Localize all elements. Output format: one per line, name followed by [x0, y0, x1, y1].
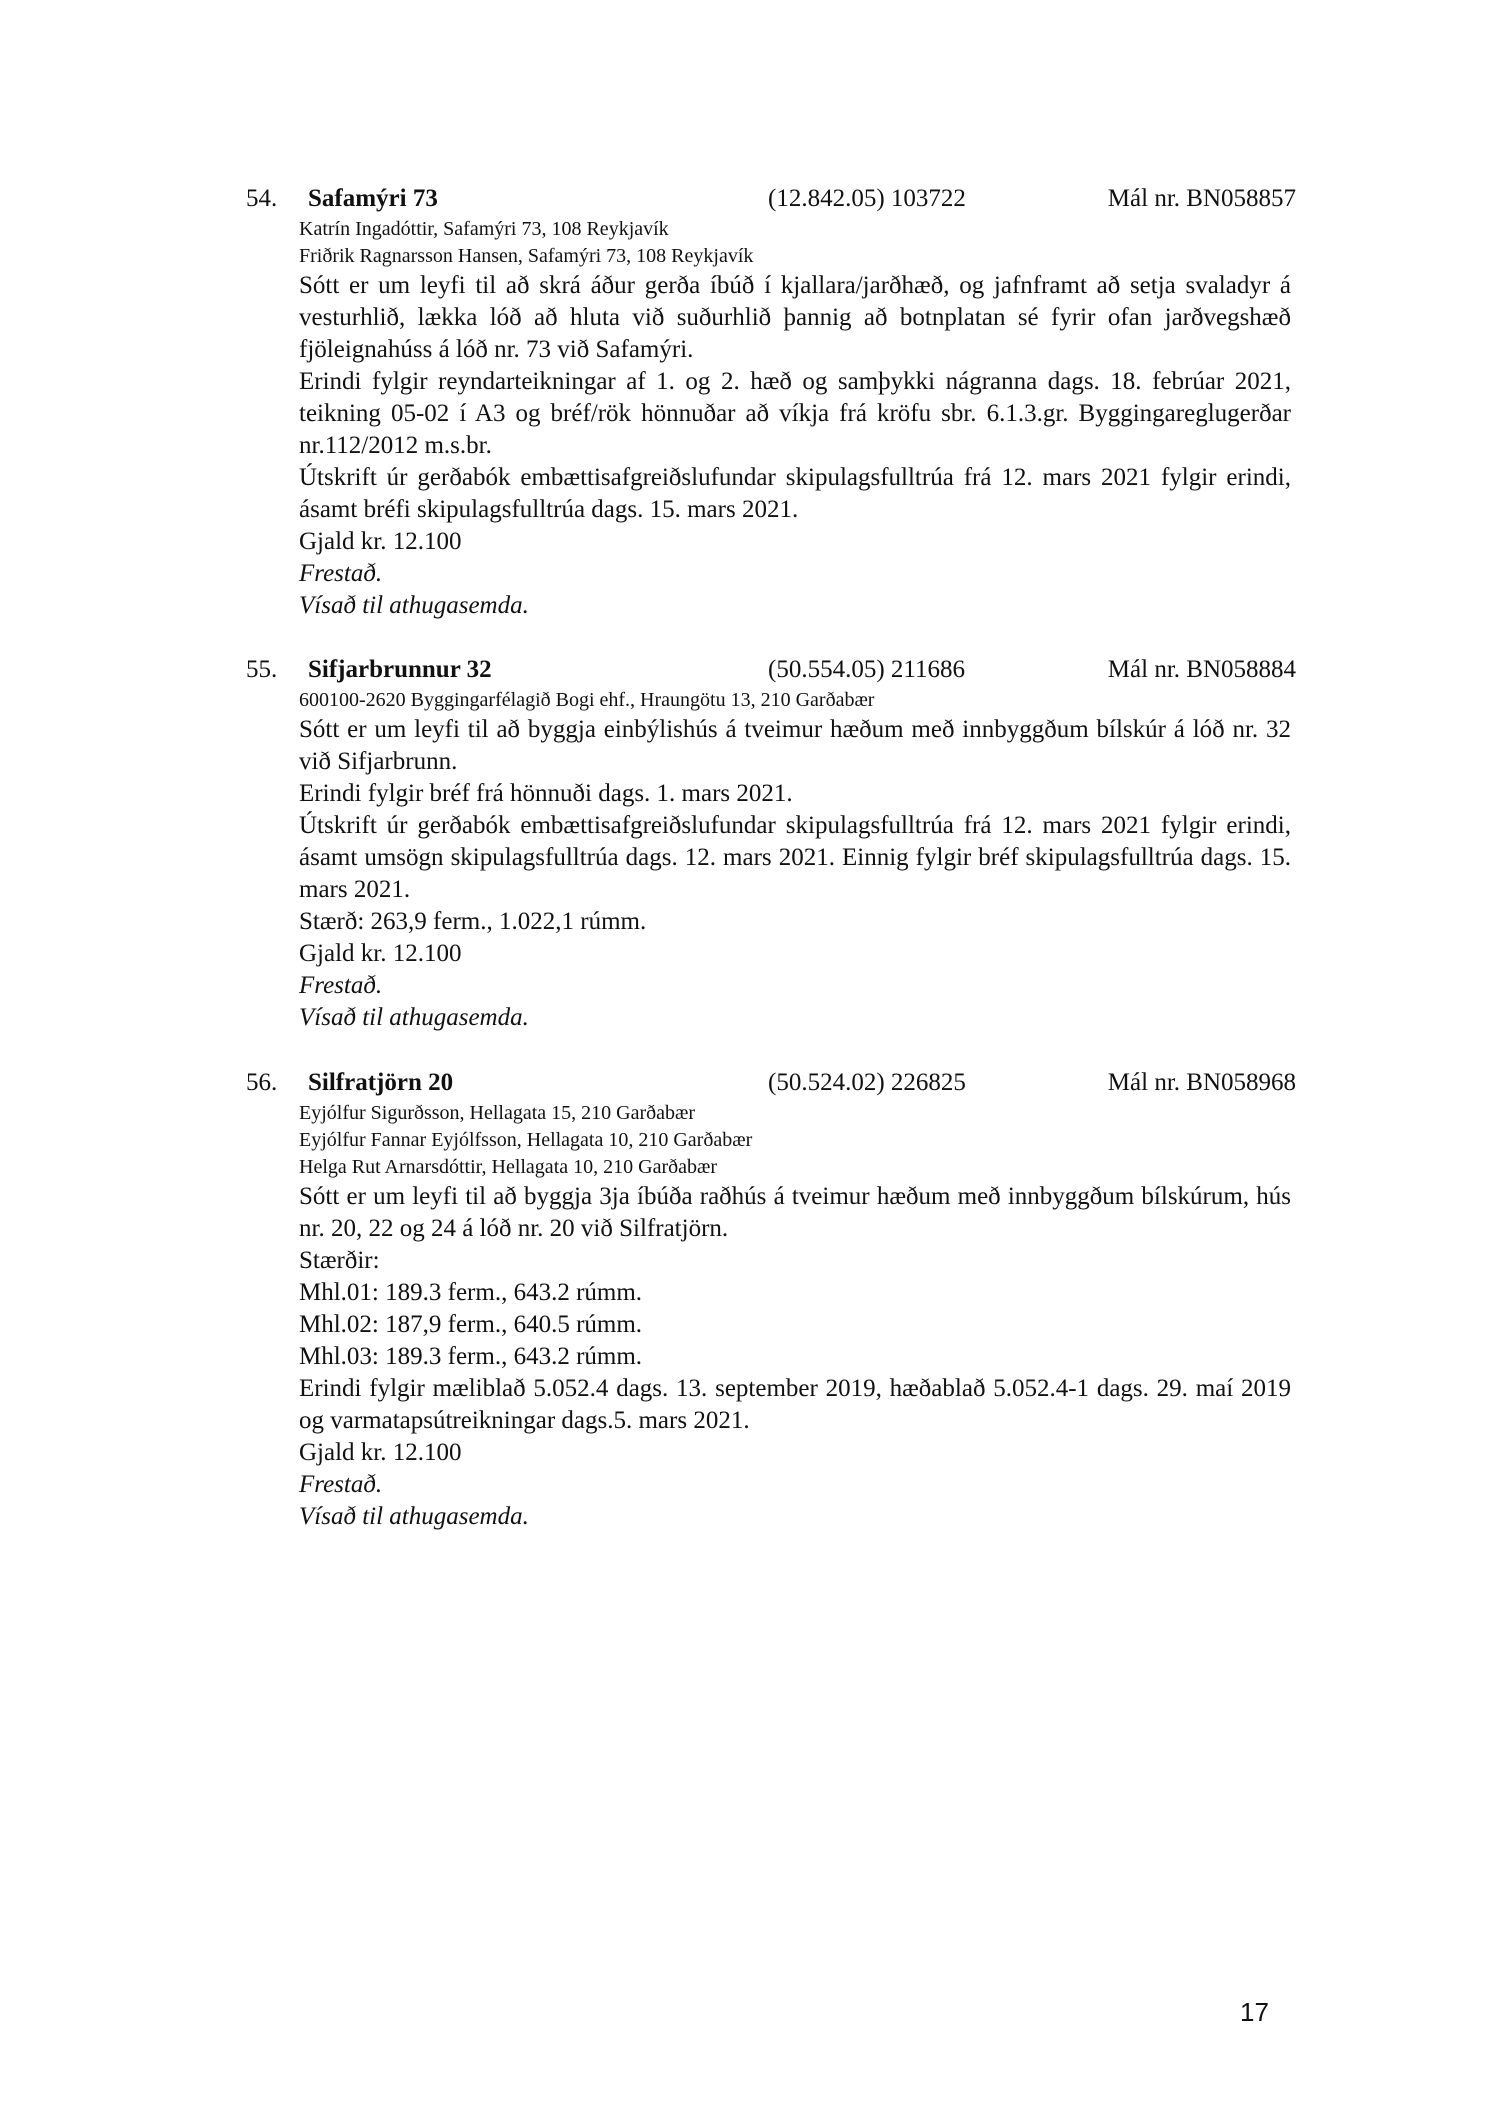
entry-55: [246, 653, 1296, 1034]
status-referred: Vísað til athugasemda.: [299, 592, 529, 619]
entry-number: 54.: [246, 185, 278, 212]
entry-body: [299, 1100, 1291, 1533]
entry-56: [246, 1066, 1296, 1533]
entry-header: [246, 182, 1296, 216]
entry-number: 56.: [246, 1069, 278, 1096]
entry-case-number: Mál nr. BN058968: [1107, 1069, 1296, 1096]
applicant: Katrín Ingadóttir, Safamýri 73, 108 Reykjavík: [299, 218, 669, 240]
sizes-heading: Stærðir:: [299, 1247, 380, 1274]
entry-land-code: (12.842.05) 103722: [768, 185, 966, 212]
description-paragraph: Erindi fylgir mæliblað 5.052.4 dags. 13. september 2019, hæðablað 5.052.4-1 dags. 29. maí 2019 og varmatapsútreikningar dags.5. mars 2021.: [299, 1375, 1291, 1434]
size-line: Mhl.02: 187,9 ferm., 640.5 rúmm.: [299, 1311, 643, 1338]
size-line: Mhl.03: 189.3 ferm., 643.2 rúmm.: [299, 1343, 643, 1370]
description-paragraph: Sótt er um leyfi til að byggja 3ja íbúða raðhús á tveimur hæðum með innbyggðum bílskúrum, hús nr. 20, 22 og 24 á lóð nr. 20 við Silfratjörn.: [299, 1183, 1291, 1242]
status-postponed: Frestað.: [299, 560, 383, 587]
status-referred: Vísað til athugasemda.: [299, 1004, 529, 1031]
entry-body: [299, 216, 1291, 622]
entry-address: Silfratjörn 20: [308, 1069, 454, 1096]
applicant: Helga Rut Arnarsdóttir, Hellagata 10, 210 Garðabær: [299, 1156, 717, 1178]
entry-body: [299, 687, 1291, 1034]
description-paragraph: Sótt er um leyfi til að skrá áður gerða íbúð í kjallara/jarðhæð, og jafnframt að setja svaladyr á vesturhlið, lækka lóð að hluta við suðurhlið þannig að botnplatan sé fyrir ofan jarðvegshæð fjöleignahúss á lóð nr. 73 við Safamýri.: [299, 272, 1291, 363]
applicant: Eyjólfur Fannar Eyjólfsson, Hellagata 10, 210 Garðabær: [299, 1129, 753, 1151]
entry-case-number: Mál nr. BN058884: [1107, 656, 1296, 683]
description-paragraph: Erindi fylgir reyndarteikningar af 1. og 2. hæð og samþykki nágranna dags. 18. febrúar 2021, teikning 05-02 í A3 og bréf/rök hönnuðar að víkja frá kröfu sbr. 6.1.3.gr. Byggingareglugerðar nr.112/2012 m.s.br.: [299, 368, 1291, 459]
description-paragraph: Sótt er um leyfi til að byggja einbýlishús á tveimur hæðum með innbyggðum bílskúr á lóð nr. 32 við Sifjarbrunn.: [299, 716, 1291, 775]
fee-line: Gjald kr. 12.100: [299, 940, 462, 967]
description-paragraph: Útskrift úr gerðabók embættisafgreiðslufundar skipulagsfulltrúa frá 12. mars 2021 fylgir erindi, ásamt umsögn skipulagsfulltrúa dags. 12. mars 2021. Einnig fylgir bréf skipulagsfulltrúa dags. 15. mars 2021.: [299, 812, 1291, 903]
description-paragraph: Útskrift úr gerðabók embættisafgreiðslufundar skipulagsfulltrúa frá 12. mars 2021 fylgir erindi, ásamt bréfi skipulagsfulltrúa dags. 15. mars 2021.: [299, 464, 1291, 523]
entry-header: [246, 1066, 1296, 1100]
applicant: Friðrik Ragnarsson Hansen, Safamýri 73, 108 Reykjavík: [299, 245, 754, 267]
applicant: 600100-2620 Byggingarfélagið Bogi ehf., Hraungötu 13, 210 Garðabær: [299, 689, 875, 711]
fee-line: Gjald kr. 12.100: [299, 1439, 462, 1466]
entry-land-code: (50.554.05) 211686: [768, 656, 965, 683]
status-referred: Vísað til athugasemda.: [299, 1503, 529, 1530]
fee-line: Gjald kr. 12.100: [299, 528, 462, 555]
status-postponed: Frestað.: [299, 972, 383, 999]
entry-address: Sifjarbrunnur 32: [308, 656, 492, 683]
size-line: Stærð: 263,9 ferm., 1.022,1 rúmm.: [299, 908, 647, 935]
description-paragraph: Erindi fylgir bréf frá hönnuði dags. 1. mars 2021.: [299, 780, 793, 807]
entry-address: Safamýri 73: [308, 185, 438, 212]
entry-number: 55.: [246, 656, 278, 683]
entry-54: [246, 182, 1296, 622]
page-number: 17: [1240, 1997, 1269, 2027]
entry-land-code: (50.524.02) 226825: [768, 1069, 966, 1096]
status-postponed: Frestað.: [299, 1471, 383, 1498]
entry-header: [246, 653, 1296, 687]
entry-case-number: Mál nr. BN058857: [1107, 185, 1296, 212]
applicant: Eyjólfur Sigurðsson, Hellagata 15, 210 Garðabær: [299, 1102, 696, 1124]
size-line: Mhl.01: 189.3 ferm., 643.2 rúmm.: [299, 1279, 643, 1306]
